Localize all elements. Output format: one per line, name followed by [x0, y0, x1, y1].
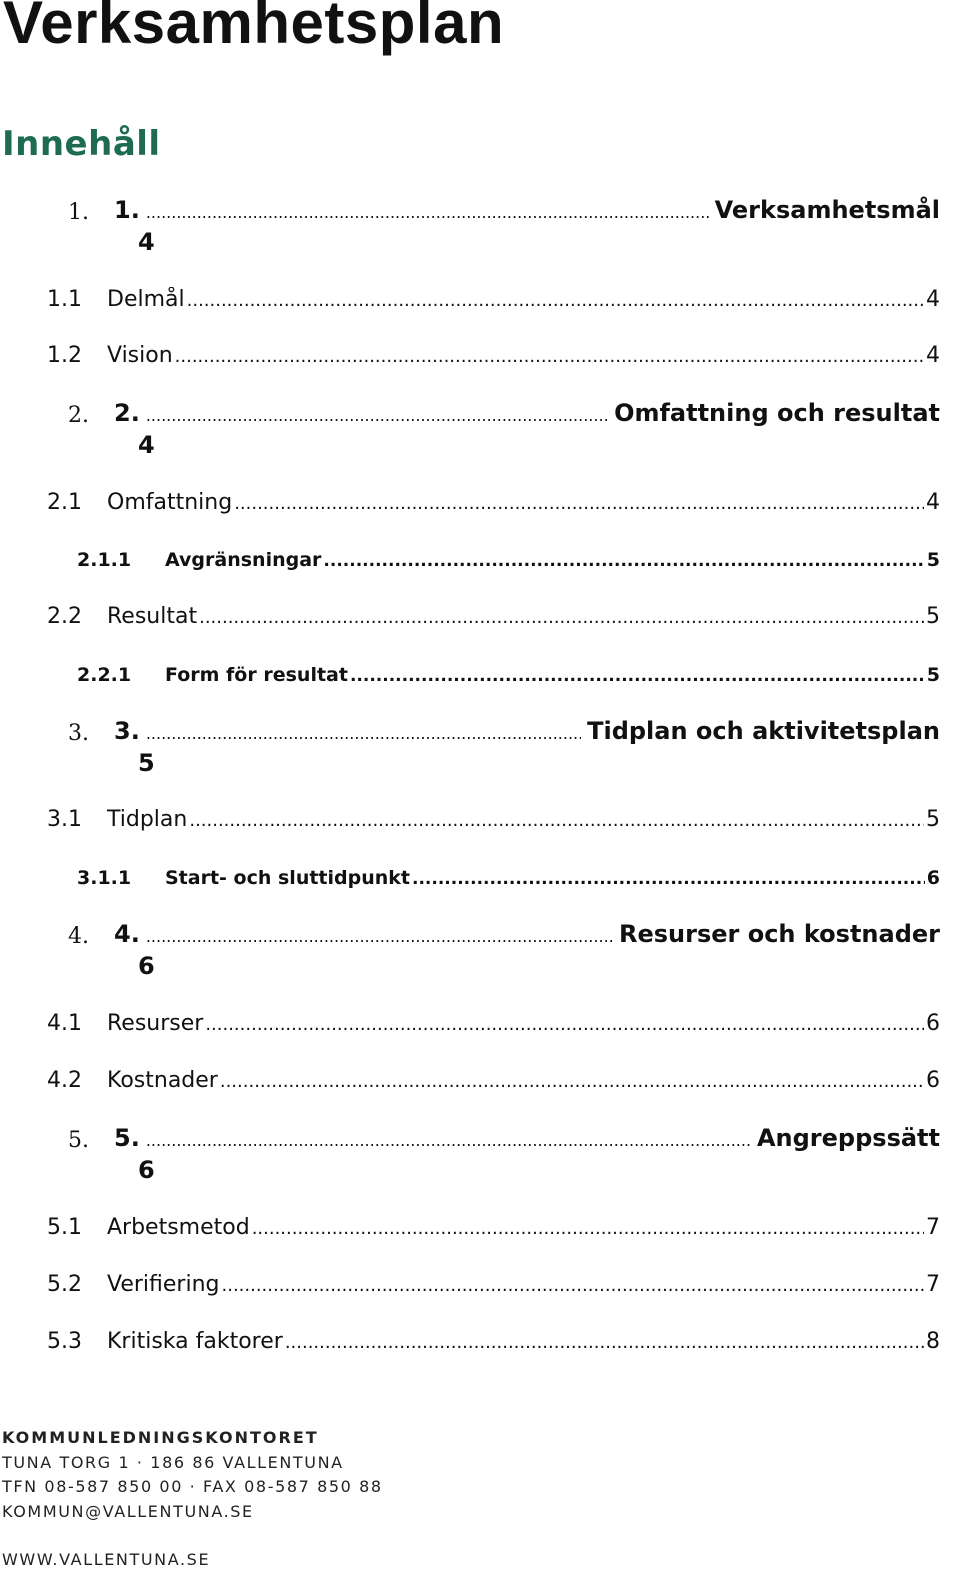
toc-leader — [252, 1218, 924, 1239]
toc-page-number: 5 — [926, 664, 940, 686]
toc-leader — [222, 1275, 925, 1296]
toc-chapter-label: Tidplan och aktivitetsplan — [587, 717, 940, 745]
toc-section-number: 4.2 — [47, 1068, 82, 1093]
toc-section-label: Resurser — [107, 1011, 204, 1036]
toc-chapter-outer-number: 1. — [68, 200, 89, 225]
toc-section-label: Vision — [107, 343, 173, 368]
toc-page-number: 5 — [138, 749, 155, 777]
toc-page-number: 4 — [926, 287, 940, 312]
toc-leader — [199, 607, 924, 628]
toc-page-number: 5 — [926, 604, 940, 629]
toc-chapter-outer-number: 3. — [68, 721, 89, 746]
toc-chapter-number: 2. — [114, 399, 140, 427]
toc-leader — [146, 1131, 751, 1150]
toc-page-number: 6 — [138, 1156, 155, 1184]
toc-page-number: 7 — [926, 1272, 940, 1297]
toc-page-number: 4 — [138, 228, 155, 256]
toc-section-label: Verifiering — [107, 1272, 220, 1297]
toc-leader — [234, 493, 924, 514]
toc-section-label: Omfattning — [107, 490, 233, 515]
toc-section-number: 5.1 — [47, 1215, 82, 1240]
toc-subsection-label: Start- och sluttidpunkt — [165, 867, 410, 889]
toc-subsection-number: 2.2.1 — [77, 664, 132, 686]
toc-leader — [146, 406, 608, 425]
toc-section-number: 4.1 — [47, 1011, 82, 1036]
toc-section-label: Kostnader — [107, 1068, 218, 1093]
footer-contact — [2, 1426, 383, 1569]
footer-organization: KOMMUNLEDNINGSKONTORET — [2, 1428, 319, 1447]
toc-section-number: 2.1 — [47, 490, 82, 515]
toc-leader — [220, 1071, 924, 1092]
footer-email[interactable]: KOMMUN@VALLENTUNA.SE — [2, 1501, 254, 1521]
toc-section-label: Tidplan — [107, 807, 188, 832]
toc-leader — [205, 1014, 924, 1035]
toc-page-number: 6 — [926, 1068, 940, 1093]
toc-leader — [350, 666, 925, 686]
toc-page-number: 4 — [138, 431, 155, 459]
toc-chapter-outer-number: 4. — [68, 924, 89, 949]
toc-chapter-number: 5. — [114, 1124, 140, 1152]
toc-section-number: 1.1 — [47, 287, 82, 312]
toc-section-number: 5.2 — [47, 1272, 82, 1297]
toc-chapter-outer-number: 2. — [68, 403, 89, 428]
toc-page-number: 6 — [926, 867, 940, 889]
toc-chapter-outer-number: 5. — [68, 1128, 89, 1153]
toc-chapter-number: 4. — [114, 920, 140, 948]
toc-chapter-label: Omfattning och resultat — [614, 399, 940, 427]
toc-chapter-label: Resurser och kostnader — [618, 920, 940, 948]
toc-chapter-label: Verksamhetsmål — [714, 196, 940, 224]
toc-subsection-number: 2.1.1 — [77, 549, 132, 571]
toc-page-number: 5 — [926, 807, 940, 832]
toc-section-number: 3.1 — [47, 807, 82, 832]
toc-section-number: 1.2 — [47, 343, 82, 368]
toc-leader — [146, 724, 581, 743]
toc-section-number: 5.3 — [47, 1329, 82, 1354]
toc-page-number: 6 — [138, 952, 155, 980]
toc-leader — [412, 869, 925, 889]
toc-section-label: Arbetsmetod — [107, 1215, 250, 1240]
toc-section-label: Delmål — [107, 287, 185, 312]
toc-subsection-label: Form för resultat — [165, 664, 348, 686]
toc-section-number: 2.2 — [47, 604, 82, 629]
toc-heading: Innehåll — [2, 124, 161, 164]
toc-chapter-number: 1. — [114, 196, 140, 224]
toc-chapter-label: Angreppssätt — [756, 1124, 940, 1152]
toc-leader — [323, 551, 924, 571]
toc-leader — [285, 1332, 924, 1353]
toc-leader — [146, 203, 709, 222]
toc-page-number: 6 — [926, 1011, 940, 1036]
toc-section-label: Kritiska faktorer — [107, 1329, 283, 1354]
toc-page-number: 4 — [926, 343, 940, 368]
toc-page-number: 5 — [926, 549, 940, 571]
toc-subsection-number: 3.1.1 — [77, 867, 132, 889]
toc-page-number: 8 — [926, 1329, 940, 1354]
document-title: Verksamhetsplan — [3, 0, 505, 56]
toc-page-number: 7 — [926, 1215, 940, 1240]
footer-phone: TFN 08-587 850 00 · FAX 08-587 850 88 — [2, 1477, 383, 1496]
toc-page-number: 4 — [926, 490, 940, 515]
toc-leader — [187, 290, 924, 311]
toc-leader — [175, 346, 924, 367]
toc-leader — [189, 810, 924, 831]
toc-chapter-number: 3. — [114, 717, 140, 745]
footer-address: TUNA TORG 1 · 186 86 VALLENTUNA — [2, 1452, 344, 1472]
toc-subsection-label: Avgränsningar — [165, 549, 322, 571]
toc-section-label: Resultat — [107, 604, 198, 629]
toc-leader — [146, 927, 613, 946]
footer-website[interactable]: WWW.VALLENTUNA.SE — [2, 1550, 211, 1569]
